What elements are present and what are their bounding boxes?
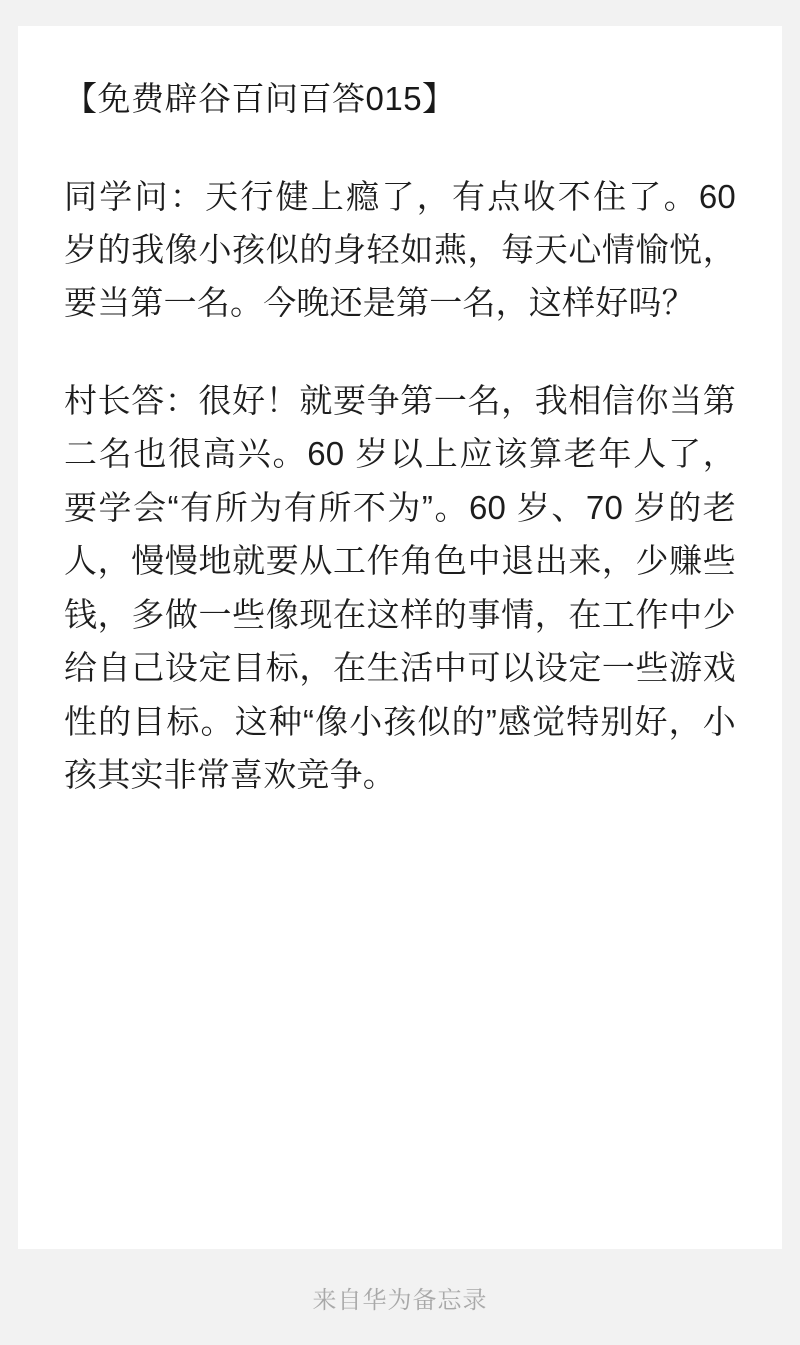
note-paragraph-question: 同学问：天行健上瘾了，有点收不住了。60 岁的我像小孩似的身轻如燕，每天心情愉悦，要当第一名。今晚还是第一名，这样好吗？ (64, 177, 746, 322)
source-label: 来自华为备忘录 (312, 1286, 488, 1314)
note-paragraph-answer: 村长答：很好！就要争第一名，我相信你当第二名也很高兴。60 岁以上应该算老年人了，要学会“有所为有所不为”。60 岁、70 岁的老人，慢慢地就要从工作角色中退出来，少赚些钱，多做一些像现在这样的事情，在工作中少给自己设定目标，在生活中可以设定一些游戏性的目标。这种“像小孩似的”感觉特别好，小孩其实非常喜欢竞争。 (64, 381, 736, 794)
note-footer (0, 1249, 800, 1345)
note-card (18, 26, 782, 1249)
page-title: 【免费辟谷百问百答015】 (64, 80, 456, 117)
